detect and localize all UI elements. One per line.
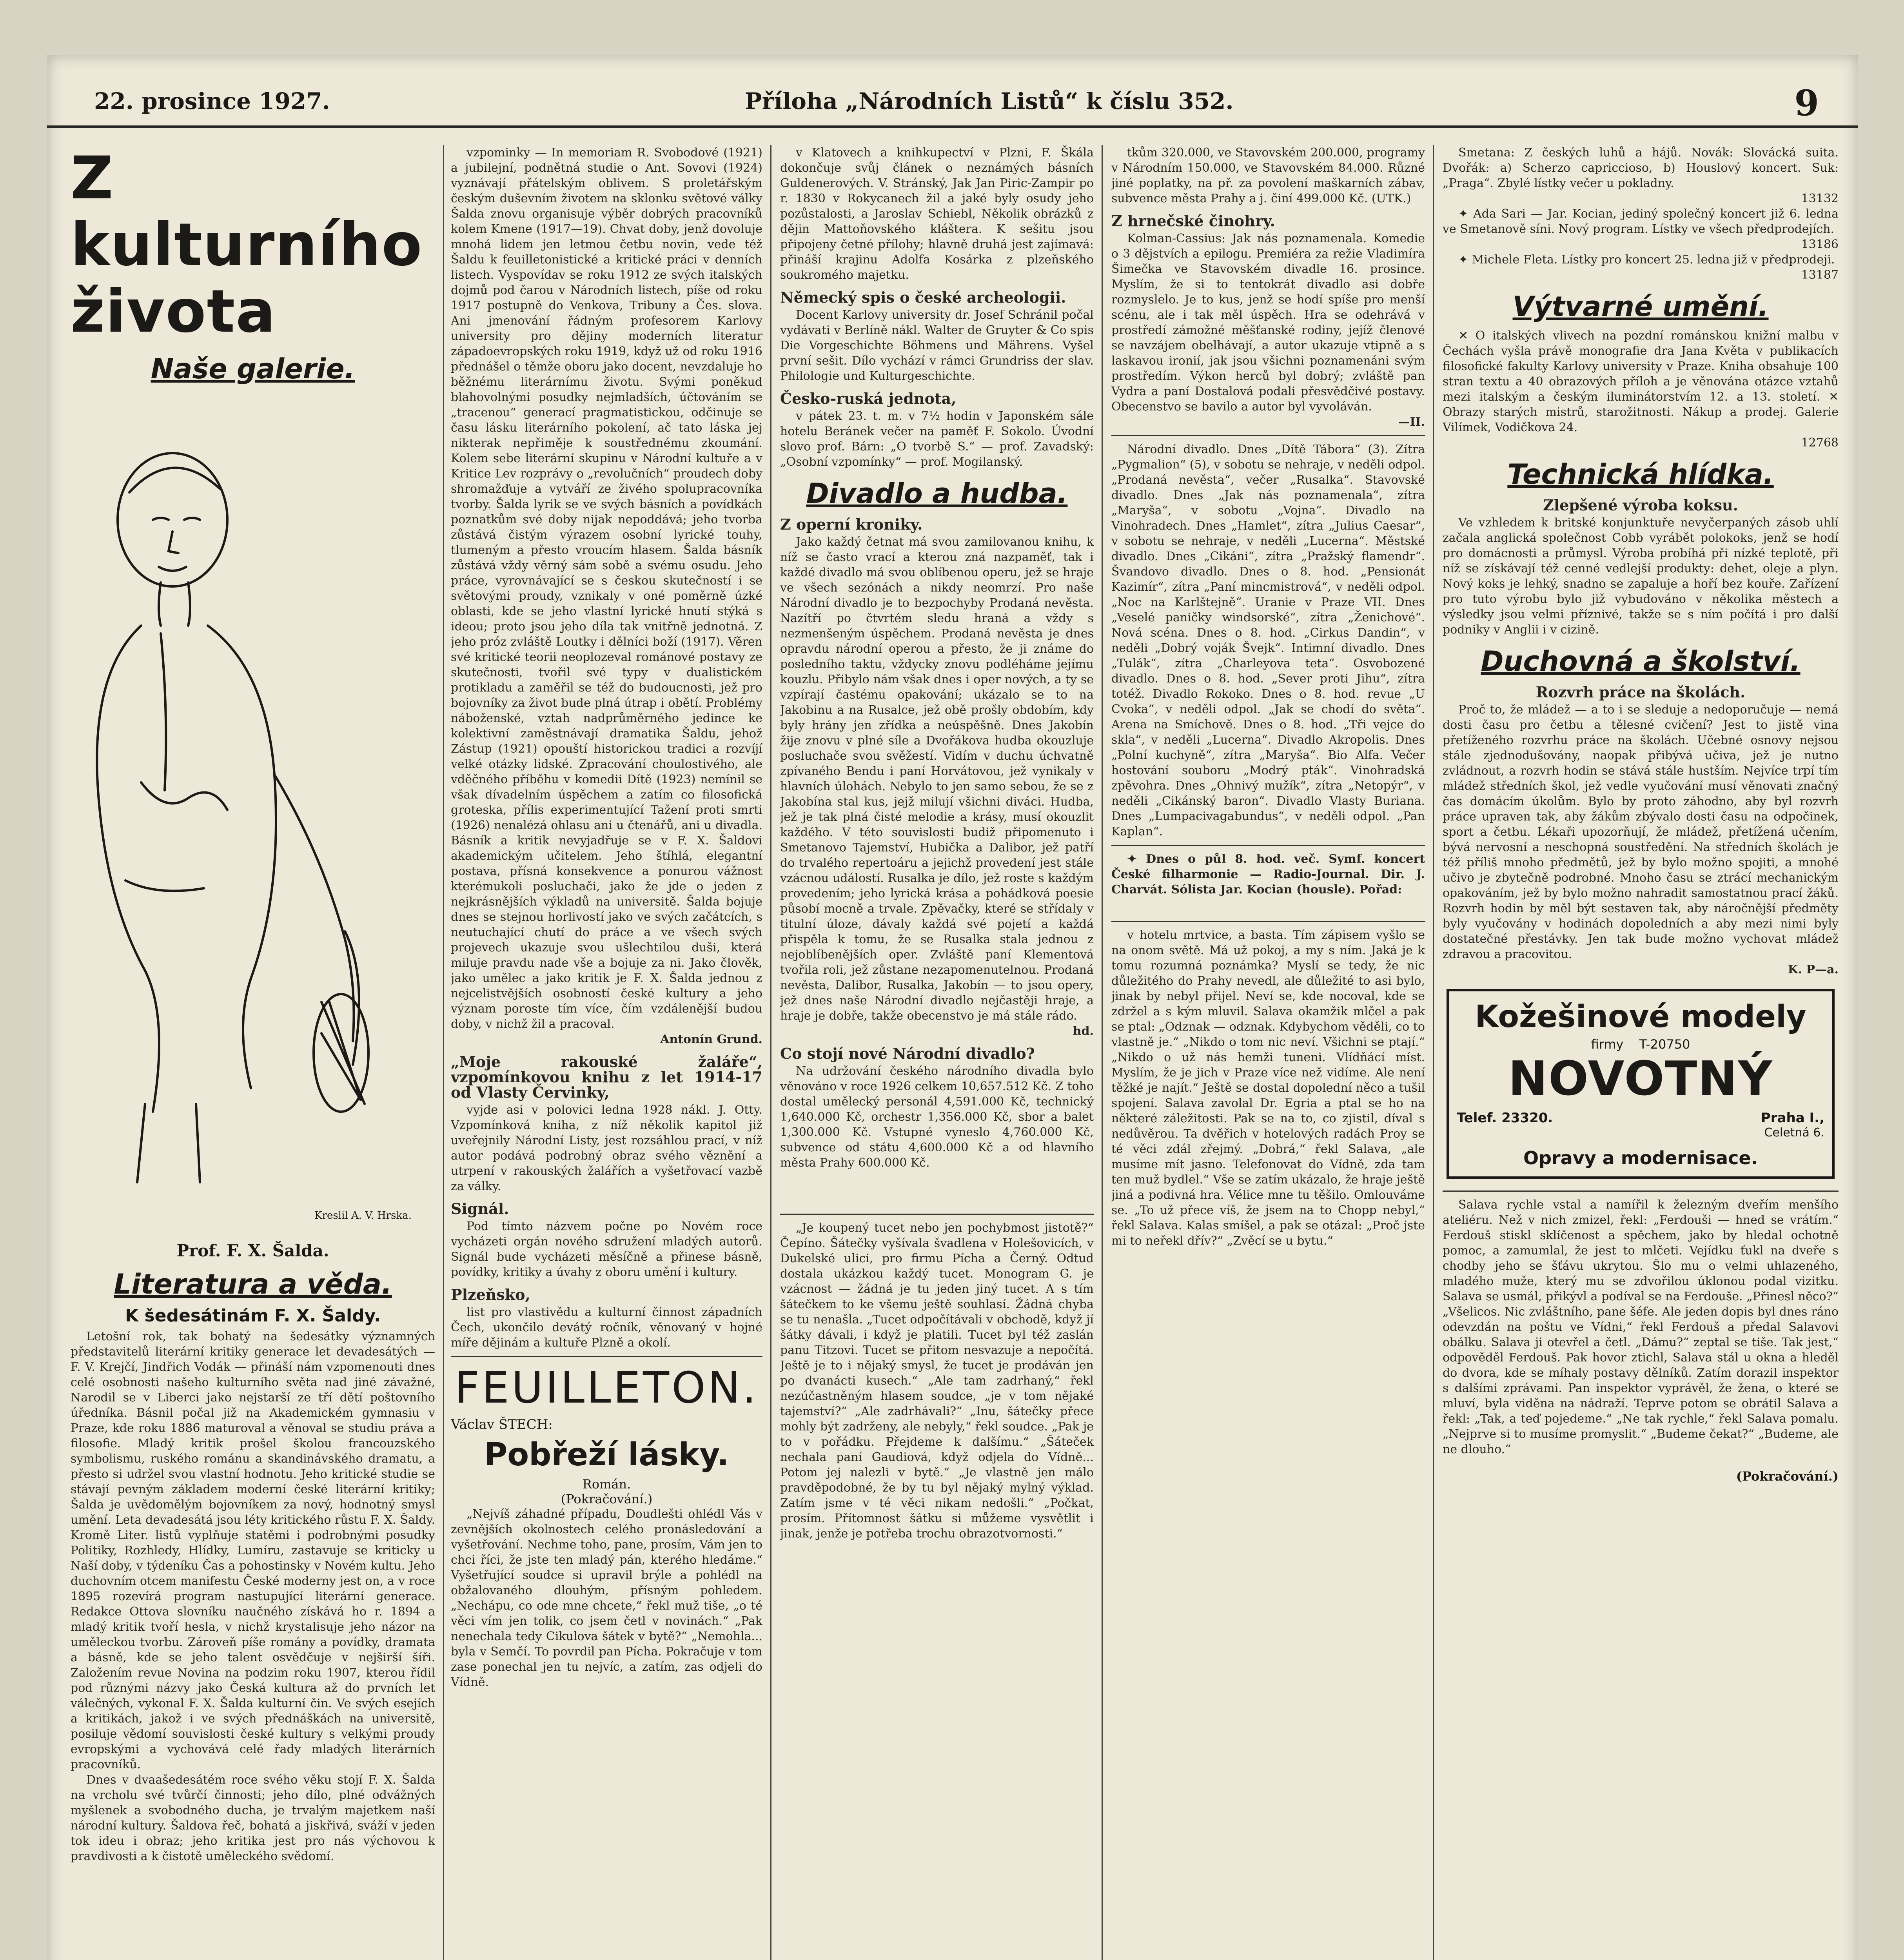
feuilleton-divider bbox=[451, 1356, 762, 1357]
concert-block bbox=[1443, 145, 1839, 283]
column-rule bbox=[770, 145, 771, 1960]
feuilleton-divider bbox=[1443, 1191, 1839, 1192]
opera-article bbox=[780, 517, 1094, 1171]
column-2 bbox=[451, 145, 762, 1960]
article-title: K šedesátinám F. X. Šaldy. bbox=[125, 1306, 381, 1326]
article-paragraph: Dnes v dvaašedesátém roce svého věku stojí F. X. Šalda na vrcholu své tvůrčí činnosti; jeho dílo, plné odvážných myšlenek a svobodného ducha, je trvalým majetkem naší národní kultury. Šaldova řeč, bohatá a jiskřivá, sváží v jeden tok ideu i obraz; jeho kritika jest pro nás výchovou k pravdivosti a k čistotě uměleckého svědomí. bbox=[71, 1773, 435, 1863]
column-rule bbox=[1433, 145, 1434, 1960]
opera-heading: Z operní kroniky. bbox=[780, 515, 923, 533]
notice-text: v pátek 23. t. m. v 7½ hodin v Japonském sále hotelu Beránek večer na paměť F. Sokolo. Úvodní slovo prof. Bárn: „O tvorbě S.“ — prof. Zavadský: „Osobní vzpomínky“ — prof. Mogilanský. bbox=[780, 409, 1094, 469]
theatre-program: Národní divadlo. Dnes „Dítě Tábora“ (3). Zítra „Pygmalion“ (5), v sobotu se nehraje, v neděli odpol. „Prodaná nevěsta“, večer „Rusalka“. Stavovské divadlo. Dnes „Jak nás poznamenala“, zítra „Maryša“, v sobotu „Vojna“. Divadlo na Vinohradech. Dnes „Hamlet“, zítra „Julius Caesar“, v sobotu se nehraje, v neděli „Lucerna“. Městské divadlo. Dnes „Cikáni“, zítra „Pražský flamendr“. Švandovo divadlo. Dnes o 8. hod. „Pensionát Kazimír“, zítra „Paní mincmistrová“, v neděli odpol. „Noc na Karlštejně“. Uranie v Praze VII. Dnes „Veselé paničky windsorské“, zítra „Ženichové“. Nová scéna. Dnes o 8. hod. „Cirkus Dandin“, v neděli „Dobrý voják Švejk“. Intimní divadlo. Dnes „Tulák“, zítra „Charleyova teta“. Osvobozené divadlo. Dnes o 8. hod. „Sever proti Jihu“, zítra totéž. Divadlo Rokoko. Dnes o 8. hod. revue „U Cvoka“, v neděli odpol. „Jak se chodí do světa“. Arena na Smíchově. Dnes o 8. hod. „Tři vejce do skla“, v neděli „Lucerna“. Divadlo Akropolis. Dnes „Polní kuchyně“, zítra „Maryša“. Bio Alfa. Večer hostování souboru „Modrý pták“. Vinohradská zpěvohra. Dnes „Ohnivý mužík“, zítra „Netopýr“, v neděli „Cikánský baron“. Divadlo Vlasty Buriana. Dnes „Lumpacivagabundus“, v neděli odpol. „Pan Kaplan“. bbox=[1111, 443, 1425, 838]
article-paragraph: Letošní rok, tak bohatý na šedesátky významných představitelů literární kritiky generace let devadesátých — F. V. Krejčí, Jindřich Vodák — přináší nám vzpomenouti dnes celé osobnosti našeho kulturního světa nad jiné závažné, Narodil se v Liberci jako nejstarší ze tří dětí poštovního úředníka. Básnil počal již na Akademickém gymnasiu v Praze, kde roku 1886 maturoval a věnoval se studiu práva a filosofie. Mladý kritik prošel školou francouzského symbolismu, ruského románu a skandinávského dramatu, a přesto si udržel svou vlastní hodnotu. Jeho kritické studie se stávají pevným základem moderní české literární kritiky; Šalda je uvědomělým bojovníkem za nový, hodnotný smysl umění. Leta devadesátá jsou léty kritického růstu F. X. Šaldy. Kromě Liter. listů vyplňuje statěmi i podrobnými posudky Politiky, Rozhledy, Hlídky, Lumíru, zastavuje se kriticky u Naší doby, v týdeníku Čas a pohostinsky v Novém kultu. Jeho duchovním otcem manifestu České moderny jest on, a v roce 1895 rozevírá program nastupující literární generace. Redakce Ottova slovníku naučného získává ho r. 1894 a mladý kritik tvoří hesla, v nichž krystalisuje jeho názor na uměleckou tvorbu. Zároveň píše romány a povídky, dramata a básně, kde se jeho talent osvědčuje v nejširší šíři. Založením revue Novina na podzim roku 1907, kterou řídil pod různými názvy jako Česká kultura až do prvních let válečných, vykonal F. X. Šalda kulturní čin. Ve svých esejích a kritikách, jakož i ve svých přednáškách na universitě, posiluje vědomí souvislosti české kultury s velkými proudy evropskými a vychovává celé řady mladých literárních pracovníků. bbox=[71, 1330, 435, 1771]
ad-phone: Telef. 23320. bbox=[1457, 1110, 1553, 1126]
feuilleton-title: Pobřeží lásky. bbox=[484, 1436, 729, 1473]
feuilleton-body bbox=[1111, 927, 1425, 1249]
main-headline: Z kulturního života bbox=[71, 145, 423, 346]
drawing-credit: Kreslil A. V. Hrska. bbox=[314, 1210, 412, 1221]
ad-city: Praha I., bbox=[1761, 1110, 1824, 1126]
newspaper-page bbox=[47, 55, 1858, 1960]
section-heading-theatre: Divadlo a hudba. bbox=[806, 477, 1068, 510]
notice-text: ✦ Ada Sari — Jar. Kocian, jediný společný koncert již 6. ledna ve Smetanově síni. Nový program. Lístky ve všech předprodejích. bbox=[1443, 207, 1839, 236]
notice-text: v Klatovech a knihkupectví v Plzni, F. Škála dokončuje svůj článek o neznámých básních Guldenerových. V. Stránský, Jak Jan Piric-Zampir po r. 1830 v Rokycanech žil a jaké byly osudy jeho pozůstalosti, a Jaroslav Schiebl, Několik obrázků z dějin Mattoňovského kláštera. K sešitu jsou připojeny četné přílohy; hlavně druhá jest zajímavá: přináší krajinu Adolfa Kosárka z plzeňského soukromého majetku. bbox=[780, 146, 1094, 282]
notice-text: Smetana: Z českých luhů a hájů. Novák: Slovácká suita. Dvořák: a) Scherzo capriccioso, b) Houslový koncert. Suk: „Praga“. Zbylé lístky večer u pokladny. bbox=[1443, 146, 1839, 190]
concert-notice: ✦ Dnes o půl 8. hod. več. Symf. koncert České filharmonie — Radio-Journal. Dir. J. Charvát. Sólista Jar. Kocian (housle). Pořad: bbox=[1111, 852, 1425, 897]
review-text: Kolman-Cassius: Jak nás poznamenala. Komedie o 3 dějstvích a epilogu. Premiéra za režie Vladimíra Šimečka ve Stavovském divadle 16. prosince. Myslím, že si to tentokrát divadlo asi dobře rozmyslelo. Je to kus, jenž se hodí spíše pro menší scénu, ale i tak měl úspěch. Hra se odehrává v prostředí zámožné měšťanské rodiny, jejíž členové se navzájem obelhávají, a autor ukazuje vtipně a s laskavou ironií, jak jsou všichni poznamenáni svým prostředím. Výkon herců byl dobrý; zvláště pan Vydra a paní Dostalová podali přesvědčivé postavy. Obecenstvo se bavilo a autor byl vyvoláván. bbox=[1111, 232, 1425, 414]
school-text: Proč to, že mládež — a to i se sleduje a nedoporučuje — nemá dosti času pro četbu a tělesné cvičení? Jest to jistě vina přetíženého rozvrhu práce na školách. Učebné osnovy nejsou stále zjednodušovány, naopak přibývá učiva, jež je nutno zvládnout, a rozvrh hodin se stává stále hustším. Nejvíce trpí tím mládež středních škol, jež vedle vyučování musí věnovati značný čas domácím úkolům. Bylo by proto záhodno, aby byl rozvrh práce upraven tak, aby žákům zbývalo dosti času na odpočinek, sport a četbu. Lékaři upozorňují, že mládež, přetížená učením, bývá nervosní a neschopná soustředění. Na středních školách je též příliš mnoho předmětů, jež by bylo možno spojiti, a mnohé učivo je zbytečně podrobné. Mnoho času se ztrácí mechanickým opakováním, jež by bylo možno nahradit samostatnou prací žáků. Rozvrh hodin by měl být sestaven tak, aby náročnější předměty byly vyučovány v hodinách dopoledních a aby mezi nimi byly dostatečné přestávky. Jen tak bude možno vychovat mládež zdravou a pracovitou. bbox=[1443, 703, 1839, 961]
column-5 bbox=[1443, 145, 1839, 1960]
ad-number: 13132 bbox=[1801, 192, 1839, 205]
feuilleton-genre: Román. bbox=[582, 1477, 631, 1492]
article-continuation bbox=[451, 145, 762, 1350]
ad-offer: Opravy a modernisace. bbox=[1523, 1147, 1758, 1169]
feuilleton-continued: (Pokračování.) bbox=[1736, 1469, 1839, 1484]
column-4 bbox=[1111, 145, 1425, 1960]
salda-portrait-illustration bbox=[71, 390, 435, 1233]
concert-divider bbox=[1111, 845, 1425, 846]
feuilleton-body bbox=[1443, 1197, 1839, 1457]
feuilleton-divider bbox=[780, 1214, 1094, 1215]
feuilleton-author: Václav ŠTECH: bbox=[451, 1417, 553, 1432]
school-signature: K. P—a. bbox=[1788, 963, 1839, 976]
opera-paragraph: Jako každý četnat má svou zamilovanou knihu, k níž se často vrací a kterou zná nazpaměť, tak i každé divadlo má svou oblíbenou operu, jež se hraje ve všech sezónách a nikdy neomrzí. Pro naše Národní divadlo je to bezpochyby Prodaná nevěsta. Nazítří po čtvrtém sledu hraná a vždy s nezmenšeným úspěchem. Prodaná nevěsta je dnes opravdu národní operou a přesto, že ji známe do posledního taktu, vždycky znovu podléháme jejímu kouzlu. Přibylo nám však dnes i oper nových, a ty se vzpírají častému opakování; ukázalo se to na Jakobinu a na Rusalce, jež obě prošly obdobím, kdy byly hrány jen zřídka a neúspěšně. Dnes Jakobín žije znovu v plné síle a Dvořákova hudba okouzluje posluchače svou svěžestí. Vidím v duchu úchvatně zpívaného Bendu i paní Horvátovou, jež vynikaly v hlavních úlohách. Nebylo to jen samo sebou, že se z Jakobína stal kus, jejž milují všichni diváci. Hudba, jež je tak plná čisté melodie a krásy, musí okouzlit každého. V této souvislosti budiž připomenuto i Smetanovo Tajemství, Hubička a Dalibor, jež patří do trvalého repertoáru a jejichž provedení jest stále vzácnou událostí. Rusalka je dílo, jež roste s každým provedením; jeho lyrická krása a pohádková poesie působí mocně a trvale. Zpěvačky, které se střídaly v titulní úloze, dávaly každá své pojetí a každá přispěla k tomu, že se Rusalka stala jednou z nejoblíbenějších oper. Zvláště paní Klementová tvořila roli, jež zůstane nezapomenutelnou. Prodaná nevěsta, Dalibor, Rusalka, Jakobín — to jsou opery, jež dnes naše Národní divadlo nejčastěji hraje, a hraje je dobře, takže obecenstvo je má stále rádo. bbox=[780, 535, 1094, 1023]
section-heading-school: Duchovná a školství. bbox=[1481, 645, 1801, 677]
page-number: 9 bbox=[1794, 82, 1819, 124]
article-body bbox=[71, 1329, 435, 1864]
school-heading: Rozvrh práce na školách. bbox=[1536, 683, 1746, 701]
program-divider bbox=[1111, 435, 1425, 436]
notice-text: vyjde asi v polovici ledna 1928 nákl. J. Otty. Vzpomínková kniha, z níž několik kapitol již uveřejnily Národní Listy, jest rozsáhlou prací, v níž autor podává podrobný obraz svého věznění a utrpení v rakouských žalářích a vyšetřovací vazbě za války. bbox=[451, 1103, 762, 1193]
article-signature: Antonín Grund. bbox=[660, 1033, 762, 1046]
feuilleton-paragraph: „Nejvíš záhadné případu, Doudlešti ohlédl Vás v zevnějších okolnostech celého pronásledování a vyšetřování. Nechme toho, pane, prosím, Vám jen to chci říci, že jste ten mladý pán, kterého hledáme.“ Vyšetřující soudce si upravil brýle a pohlédl na obžalovaného dlouhým, přísným pohledem. „Nechápu, co ode mne chcete,“ řekl muž tiše, „o té věci vím jen tolik, co jsem četl v novinách.“ „Pak nenechala tedy Cikulova šátek v bytě?“ „Nemohla... byla v Semčí. To povrdil pan Pícha. Pokračuje v tom zase ponechal jen tu nejvíc, a zatím, zas odjeli do Vídně. bbox=[451, 1507, 762, 1689]
issue-date: 22. prosince 1927. bbox=[94, 88, 330, 114]
ad-code: T-20750 bbox=[1639, 1037, 1690, 1052]
theatre-block bbox=[1111, 145, 1425, 897]
notice-text: Pod tímto názvem počne po Novém roce vycházeti orgán nového sdružení mladých autorů. Signál bude vycházeti měsíčně a přinese básně, povídky, kritiky a úvahy z oboru umění i kultury. bbox=[451, 1220, 762, 1279]
ad-firm-label: firmy bbox=[1591, 1037, 1624, 1052]
fur-advertisement bbox=[1447, 989, 1835, 1179]
ad-street: Celetná 6. bbox=[1764, 1126, 1824, 1140]
notice-heading: Co stojí nové Národní divadlo? bbox=[780, 1045, 1035, 1062]
supplement-title: Příloha „Národních Listů“ k číslu 352. bbox=[745, 88, 1234, 114]
review-signature: —II. bbox=[1398, 415, 1425, 429]
feuilleton-heading: FEUILLETON. bbox=[455, 1363, 759, 1413]
opera-signature: hd. bbox=[1073, 1024, 1094, 1038]
feuilleton-body bbox=[451, 1506, 762, 1690]
section-heading-art: Výtvarné umění. bbox=[1512, 290, 1769, 323]
feuilleton-continued: (Pokračování.) bbox=[561, 1492, 653, 1506]
tech-text: Ve vzhledem k britské konjunktuře nevyčerpaných zásob uhlí začala anglická společnost Cobb vyrábět polokoks, jenž se hodí pro domácnosti a průmysl. Výroba probíhá při nízké teplotě, při níž se získávají též cenné vedlejší produkty: dehet, oleje a plyn. Nový koks je lehký, snadno se zapaluje a hoří bez kouře. Zařízení pro tuto výrobu bylo již vybudováno v několika městech a výsledky jsou velmi příznivé, takže se s ním počítá i pro další podniky v Anglii i v cizině. bbox=[1443, 516, 1839, 637]
feuilleton-paragraph: v hotelu mrtvice, a basta. Tím zápisem vyšlo se na onom světě. Má už pokoj, a my s ním. Jaká je k tomu rozumná poznámka? Myslí se tedy, že nic důležitého do Prahy nevedl, ale důležité to asi bylo, jinak by nebyl přijel. Neví se, kde nocoval, kde se zdržel a s kým mluvil. Salava okamžik mlčel a pak se ptal: „Odznak — odznak. Kdybychom věděli, co to vlastně je.“ „Nikdo o tom nic neví. Všichni se ptají.“ „Nikdo o už nás hemži tuneni. Vlídňácí míst. Myslím, že je jich v Praze více než vidíme. Ale není těžké je najít.“ Ještě se dostal dopolední něco a tušil spojení. Salava zavolal Dr. Egria a ptal se ho na některé záležitosti. Pak se na to, co zjistil, díval s nedůvěrou. Ta dvěřich v hotelových radách Proy se té věci zdál zřejmý. „Dobrá,“ řekl Salava, „ale musíme mít jasno. Telefonovat do Vídně, zda tam ten muž bydlel.“ Vše se zatím ukázalo, že hraje ještě jiná a podivná hra. Vélice mne tu těšilo. Omlouváme se. „To už přece víš, že jsem na to Chopp nebyl,“ řekl Salava. Kalas smíšel, a pak se otázal: „Proč jste mi to neřekl dřív?“ „Zvěcí se u bytu.“ bbox=[1111, 928, 1425, 1248]
art-text: ✕ O italských vlivech na pozdní románskou knižní malbu v Čechách vyšla právě monografie dra Jana Květa v publikacích filosofické fakulty Karlovy university v Praze. Kniha obsahuje 100 stran textu a 40 obrazových příloh a je věnována otázce vztahů mezi italským a českým iluminátorstvím 12. a 13. století. ✕ Obrazy starých mistrů, starožitnosti. Nákup a prodej. Galerie Vilímek, Vodičkova 24. bbox=[1443, 329, 1839, 434]
art-block bbox=[1443, 328, 1839, 450]
feuilleton-paragraph: „Je koupený tucet nebo jen pochybmost jistotě?“ Čepíno. Šátečky vyšívala švadlena v Holešovicích, v Dukelské ulici, pro firmu Pícha a Černý. Odtud dostala ukázkou každý tucet. Monogram G. je vzácnost — žádná je tu jeden jiný tucet. A s tím šátečkem to ke všemu ještě souhlasí. Žádná chyba se tu nenašla. „Tucet odpočítávali v obchodě, když jí šátky dávali, i když je platili. Tucet byl též zaslán panu Titzovi. Tucet se přitom nesvazuje a nepočítá. Ještě je to i nějaký smysl, že tucet je prodáván jen po dvanácti kusech.“ „Ale tam zadrhaný,“ řekl nezúčastněným hlasem soudce, „je v tom nějaké tajemství?“ „Ale zadrhávali?“ „Inu, šátečky přece mohly být zadrženy, ale nebyly,“ řekl soudce. „Pak je to v pořádku. Přejdeme k dalšímu.“ „Šáteček nechala paní Gaudiová, když odjela do Vídně... Potom jej nalezli v bytě.“ „Je vlastně jen málo pravděpodobné, že by tu byl nějaký mylný výklad. Zatím jsme v té věci nikam nedošli.“ „Počkat, prosím. Přítomnost šátku si můžeme vysvětlit i jinak, jenže je potřeba trochu obrazotvornosti.“ bbox=[780, 1221, 1094, 1541]
notice-heading: „Moje rakouské žaláře“, vzpomínkovou knihu z let 1914-17 od Vlasty Červinky, bbox=[451, 1053, 762, 1101]
school-block bbox=[1443, 684, 1839, 977]
ad-company-name: NOVOTNÝ bbox=[1508, 1052, 1773, 1106]
notice-text: tkům 320.000, ve Stavovském 200.000, programy v Národním 150.000, ve Stavovském 84.000. Různé jiné poplatky, na př. za povolení maškarních zábav, subvence města Prahy a j. činí 499.000 Kč. (UTK.) bbox=[1111, 146, 1425, 205]
column-rule bbox=[443, 145, 444, 1960]
notice-heading: Signál. bbox=[451, 1200, 509, 1218]
column-rule bbox=[1102, 145, 1103, 1960]
section-heading-tech: Technická hlídka. bbox=[1507, 458, 1774, 490]
ad-number: 12768 bbox=[1801, 436, 1839, 450]
ad-number: 13187 bbox=[1801, 268, 1839, 282]
notice-text: Docent Karlovy university dr. Josef Schránil počal vydávati v Berlíně nákl. Walter de Gruyter & Co spis Die Vorgeschichte Böhmens und Mährens. Vyšel první sešit. Dílo vychází v rámci Grundriss der slav. Philologie und Kulturgeschichte. bbox=[780, 308, 1094, 383]
article-paragraph: vzpominky — In memoriam R. Svobodové (1921) a jubilejní, podnětná studie o Ant. Sovovi (1924) vyznávají přátelským oblivem. S proletářským českým duševním životem na sklonku světové války Šalda znovu organisuje výběr dobrých pracovníků kolem Kmene (1917—19). Chvat doby, jenž dovoluje mnohá lidem jen letmou četbu novin, vede též Šaldu k feuilletonistické a kritické práci v denních listech. Vyspovídav se roku 1912 ze svých italských dojmů pod čarou v Národních listech, píše od roku 1917 postupně do Venkova, Tribuny a Čes. slova. Ani jmenování řádným profesorem Karlovy university pro dějiny moderních literatur západoevropských roku 1919, když už od roku 1916 přednášel o těmže oboru jako docent, nevzdaluje ho běžnému literárnímu životu. Svými poněkud blahovolnými posudky nejmladších, účtováním se „tracenou“ generací pragmatistickou, odčinuje se času lásku literárního pokolení, ač tato láska jej nikterak nepřiměje k soustřednému zkoumání. Kolem sebe literární skupinu v Národní kultuře a v Kritice Lev rozprávy o „revolučních“ proudech doby shromažďuje a vytváří ze živého spolupracovníka tvorby. Šalda lyrik se ve svých básních a povídkách poznatkům své doby nijak nepoddává; jeho tvorba zůstává čistým výrazem osobní lyrické touhy, tlumeným a přesto vroucím hlasem. Šalda básník zůstává vždy věrný sám sobě a svému osudu. Jeho práce, vyrovnávající se s českou skutečností i se světovými proudy, vznikaly v oné poměrně úzké oblasti, kde se jeho vlastní lyrické hnutí stýká s ideou; proto jsou jeho díla tak vnitřně jednotná. Z jeho próz zvláště Loutky i dělníci boží (1917). Věren své kritické teorii neoplozeval románové postavy ze skutečnosti, tvořil své typy v dualistickém protikladu a zaměřil se též do budoucnosti, jež pro bojovníky za život bude plná útrap i obětí. Problémy náboženské, vztah nadprůměrného jedince ke kolektivní zaměstnávají dramatika Šaldu, jehož Zástup (1921) opouští historickou tradici a rozvíjí velké otázky lidské. Zpracování choulostivého, ale vděčného příběhu v komedii Dítě (1923) nemínil se však dívadelním úspěchem a zatím co filosofická groteska, přílis experimentující Tažení proti smrti (1926) nenalézá ohlasu ani u čtenářů, ani u divadla. Básník a kritik nevyjadřuje se v F. X. Šaldovi akademickým učitelem. Jeho štíhlá, elegantní postava, přísná konsekvence a ponurou vážnost kterémukoli posluchači, jako že jde o jeden z nejkrásnějších výkladů na universitě. Šalda bojuje dnes se stejnou horlivostí jako ve svých začátcích, s neutuchající chutí do práce a ve všech svých projevech ukazuje svou ušlechtilou duši, která miluje pravdu nade vše a bojuje za ni. Jako člověk, jako umělec a jako kritik je F. X. Šalda jednou z nejcelistvějších osobností české kultury a jeho význam poroste tím více, čím vzdálenější budou doby, v nichž žil a pracoval. bbox=[451, 146, 762, 1031]
ad-title: Kožešinové modely bbox=[1475, 999, 1806, 1034]
notices-block bbox=[780, 145, 1094, 470]
notice-text: Na udržování českého národního divadla bylo věnováno v roce 1926 celkem 10,657.512 Kč. Z toho dostal umělecký personál 4,591.000 Kč, technický 1,640.000 Kč, orchestr 1,356.000 Kč, sbor a balet 1,300.000 Kč. Vstupné vyneslo 4,760.000 Kč, subvence od státu 4,600.000 Kč a od hlavního města Prahy 600.000 Kč. bbox=[780, 1064, 1094, 1170]
tech-heading: Zlepšené výroba koksu. bbox=[1543, 496, 1738, 514]
section-heading-gallery: Naše galerie. bbox=[151, 353, 355, 385]
feuilleton-body bbox=[780, 1220, 1094, 1541]
notice-heading: Německý spis o české archeologii. bbox=[780, 289, 1066, 306]
column-3 bbox=[780, 145, 1094, 1960]
feuilleton-divider bbox=[1111, 921, 1425, 922]
notice-heading: Česko-ruská jednota, bbox=[780, 390, 957, 407]
portrait-drawing bbox=[71, 390, 435, 1233]
portrait-caption: Prof. F. X. Šalda. bbox=[176, 1241, 329, 1260]
notice-heading: Plzeňsko, bbox=[451, 1286, 530, 1303]
feuilleton-paragraph: Salava rychle vstal a namířil k železným dveřím menšího ateliéru. Než v nich zmizel, řekl: „Ferdouši — hned se vrátím.“ Ferdouš stiskl sklíčenost a spěchem, jako by hledal ochotně pomoc, a zamumlal, že jest to mlčeti. Vejídku ťukl na dveře s chodby jeho se šťávu ukrytou. Šlo mu o velmi uhlazeného, mladého muže, který mu se zdvořilou úklonou podal vizitku. Salava se usmál, přikývl a podíval se na Ferdouše. „Přinesl něco?“ „Všelicos. Nic zvláštního, pane šéfe. Ale jeden dopis byl dnes ráno odevzdán na poštu ve Vídni,“ řekl Ferdouš a předal Salavovi obálku. Salava ji otevřel a četl. „Dámu?“ zeptal se tiše. Tak jest,“ odpověděl Ferdouš. Pak hovor ztichl, Salava stál u okna a hleděl do dvora, kde se míhaly postavy dělníků. Zatím dorazil inspektor s dalšími zprávami. Pan inspektor vyprávěl, že žena, o které se mluví, byla viděna na nádraží. Teprve potom se obrátil Salava a řekl: „Tak, a teď pojedeme.“ „Ne tak rychle,“ řekl Salava pomalu. „Nejprve si to musíme promyslit.“ „Budeme čekat?“ „Budeme, ale ne dlouho.“ bbox=[1443, 1198, 1839, 1456]
notice-text: ✦ Michele Fleta. Lístky pro koncert 25. ledna již v předprodeji. bbox=[1458, 253, 1835, 267]
page-header bbox=[47, 82, 1858, 128]
notice-heading: Z hrnečské činohry. bbox=[1111, 212, 1275, 230]
notice-text: list pro vlastivědu a kulturní činnost západních Čech, ukončilo devátý ročník, věnovaný v hojné míře dějinám a kultuře Plzně a okolí. bbox=[451, 1305, 762, 1350]
tech-block bbox=[1443, 497, 1839, 637]
ad-number: 13186 bbox=[1801, 238, 1839, 251]
section-heading-literature: Literatura a věda. bbox=[114, 1268, 392, 1300]
column-1 bbox=[71, 145, 435, 1960]
